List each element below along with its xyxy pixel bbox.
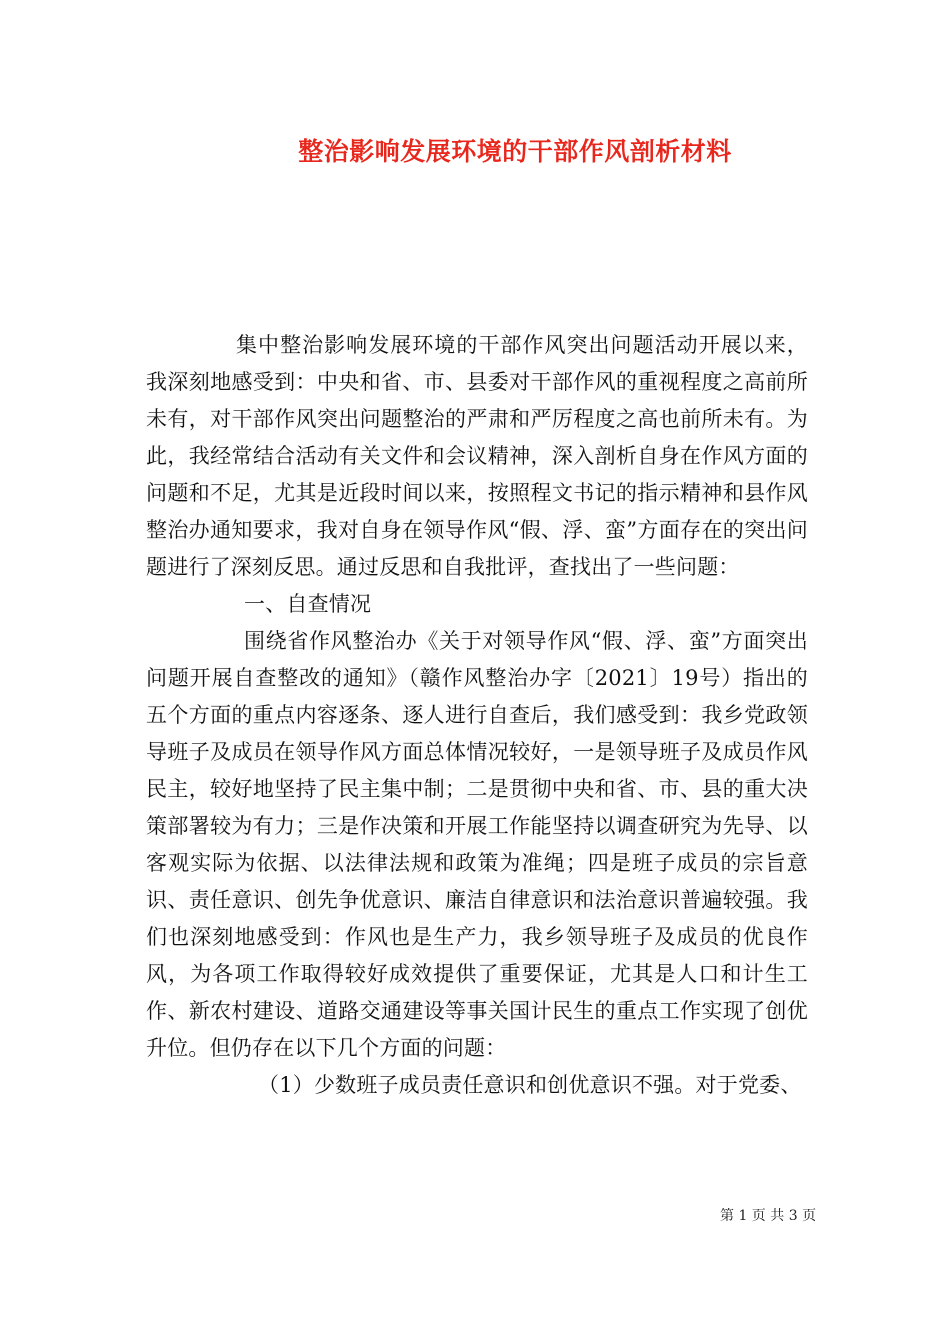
paragraph-intro: 集中整治影响发展环境的干部作风突出问题活动开展以来，我深刻地感受到：中央和省、市、县委对干部作风的重视程度之高前所未有，对干部作风突出问题整治的严肃和严厉程度之高也前所未有。为此，我经常结合活动有关文件和会议精神，深入剖析自身在作风方面的问题和不足，尤其是近段时间以来，按照程文书记的指示精神和县作风整治办通知要求，我对自身在领导作风“假、浮、蛮”方面存在的突出问题进行了深刻反思。通过反思和自我批评，查找出了一些问题： [146, 333, 808, 579]
document-body [146, 327, 808, 1104]
paragraph-self-check: 围绕省作风整治办《关于对领导作风“假、浮、蛮”方面突出问题开展自查整改的通知》（赣作风整治办字〔2021〕19号）指出的五个方面的重点内容逐条、逐人进行自查后，我们感受到：我乡党政领导班子及成员在领导作风方面总体情况较好，一是领导班子及成员作风民主，较好地坚持了民主集中制；二是贯彻中央和省、市、县的重大决策部署较为有力；三是作决策和开展工作能坚持以调查研究为先导、以客观实际为依据、以法律法规和政策为准绳；四是班子成员的宗旨意识、责任意识、创先争优意识、廉洁自律意识和法治意识普遍较强。我们也深刻地感受到：作风也是生产力，我乡领导班子及成员的优良作风，为各项工作取得较好成效提供了重要保证，尤其是人口和计生工作、新农村建设、道路交通建设等事关国计民生的重点工作实现了创优升位。但仍存在以下几个方面的问题： [146, 629, 808, 1060]
section-heading-self-check: 一、自查情况 [244, 592, 372, 616]
document-title: 整治影响发展环境的干部作风剖析材料 [298, 137, 732, 166]
paragraph-issue-1: （1）少数班子成员责任意识和创优意识不强。对于党委、 [258, 1073, 802, 1097]
page-number: 第 1 页 共 3 页 [720, 1208, 817, 1224]
